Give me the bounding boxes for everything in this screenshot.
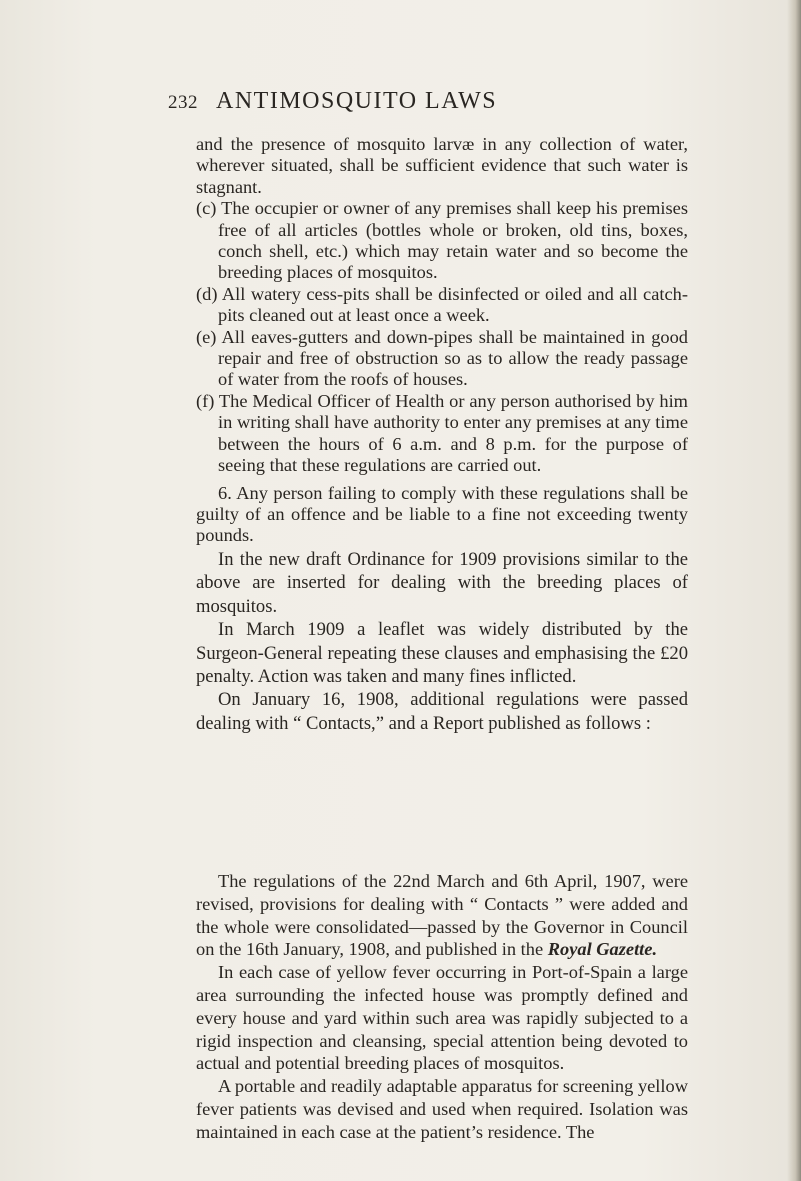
item-text: The occupier or owner of any premises shall keep his premises free of all articles (bottles whole or broken, old tins, boxes, conch shell, etc.) which may retain water and so become the breeding places of mosquitos. <box>218 198 688 283</box>
report-paragraph: A portable and readily adaptable apparatus for screening yellow fever patients was devised and used when required. Isolation was maintained in each case at the patient’s residence. The <box>196 1076 688 1142</box>
gazette-title: Royal Gazette. <box>547 939 658 960</box>
regulation-item-e <box>196 327 688 391</box>
continuation-paragraph: and the presence of mosquito larvæ in any collection of water, wherever situated, shall be sufficient evidence that such water is stagnant. <box>196 134 688 197</box>
item-label: (d) <box>196 283 218 304</box>
paragraph: In March 1909 a leaflet was widely distributed by the Surgeon-General repeating these clauses and emphasising the £20 penalty. Action was taken and many fines inflicted. <box>196 619 688 688</box>
item-text: All eaves-gutters and down-pipes shall be maintained in good repair and free of obstruction so as to allow the ready passage of water from the roofs of houses. <box>218 326 688 390</box>
item-text: The Medical Officer of Health or any person authorised by him in writing shall have authority to enter any premises at any time between the hours of 6 a.m. and 8 p.m. for the purpose of seeing that these regulations are carried out. <box>218 390 688 476</box>
item-label: (c) <box>196 198 217 219</box>
paragraph: In the new draft Ordinance for 1909 provisions similar to the above are inserted for dealing with the breeding places of mosquitos. <box>196 549 688 617</box>
item-label: (f) <box>196 390 215 411</box>
regulation-item-f <box>196 391 688 477</box>
paragraph: On January 16, 1908, additional regulations were passed dealing with “ Contacts,” and a Report published as follows : <box>196 689 688 734</box>
report-excerpt <box>196 870 688 1144</box>
section-6-paragraph: 6. Any person failing to comply with these regulations shall be guilty of an offence and be liable to a fine not exceeding twenty pounds. <box>196 482 688 546</box>
body-text <box>196 548 688 735</box>
page-header <box>168 88 688 122</box>
regulation-item-d <box>196 284 688 327</box>
quoted-regulations <box>196 134 688 547</box>
report-text: The regulations of the 22nd March and 6th April, 1907, were revised, provisions for dealing with “ Contacts ” were added and the whole were consolidated—passed by the Governor in Council on the 16th January, 1908, and published in the <box>196 871 688 960</box>
item-text: All watery cess-pits shall be disinfected or oiled and all catch-pits cleaned out at least once a week. <box>218 283 688 326</box>
report-paragraph <box>196 870 688 961</box>
regulation-item-c <box>196 198 688 284</box>
page-number: 232 <box>168 92 198 113</box>
item-label: (e) <box>196 326 217 347</box>
report-paragraph: In each case of yellow fever occurring in Port-of-Spain a large area surrounding the infected house was promptly defined and every house and yard within such area was rapidly subjected to a rigid inspection and cleansing, special attention being devoted to actual and potential breeding places of mosquitos. <box>196 962 688 1074</box>
page-edge-shadow <box>787 0 801 1181</box>
running-head: ANTIMOSQUITO LAWS <box>216 88 498 114</box>
